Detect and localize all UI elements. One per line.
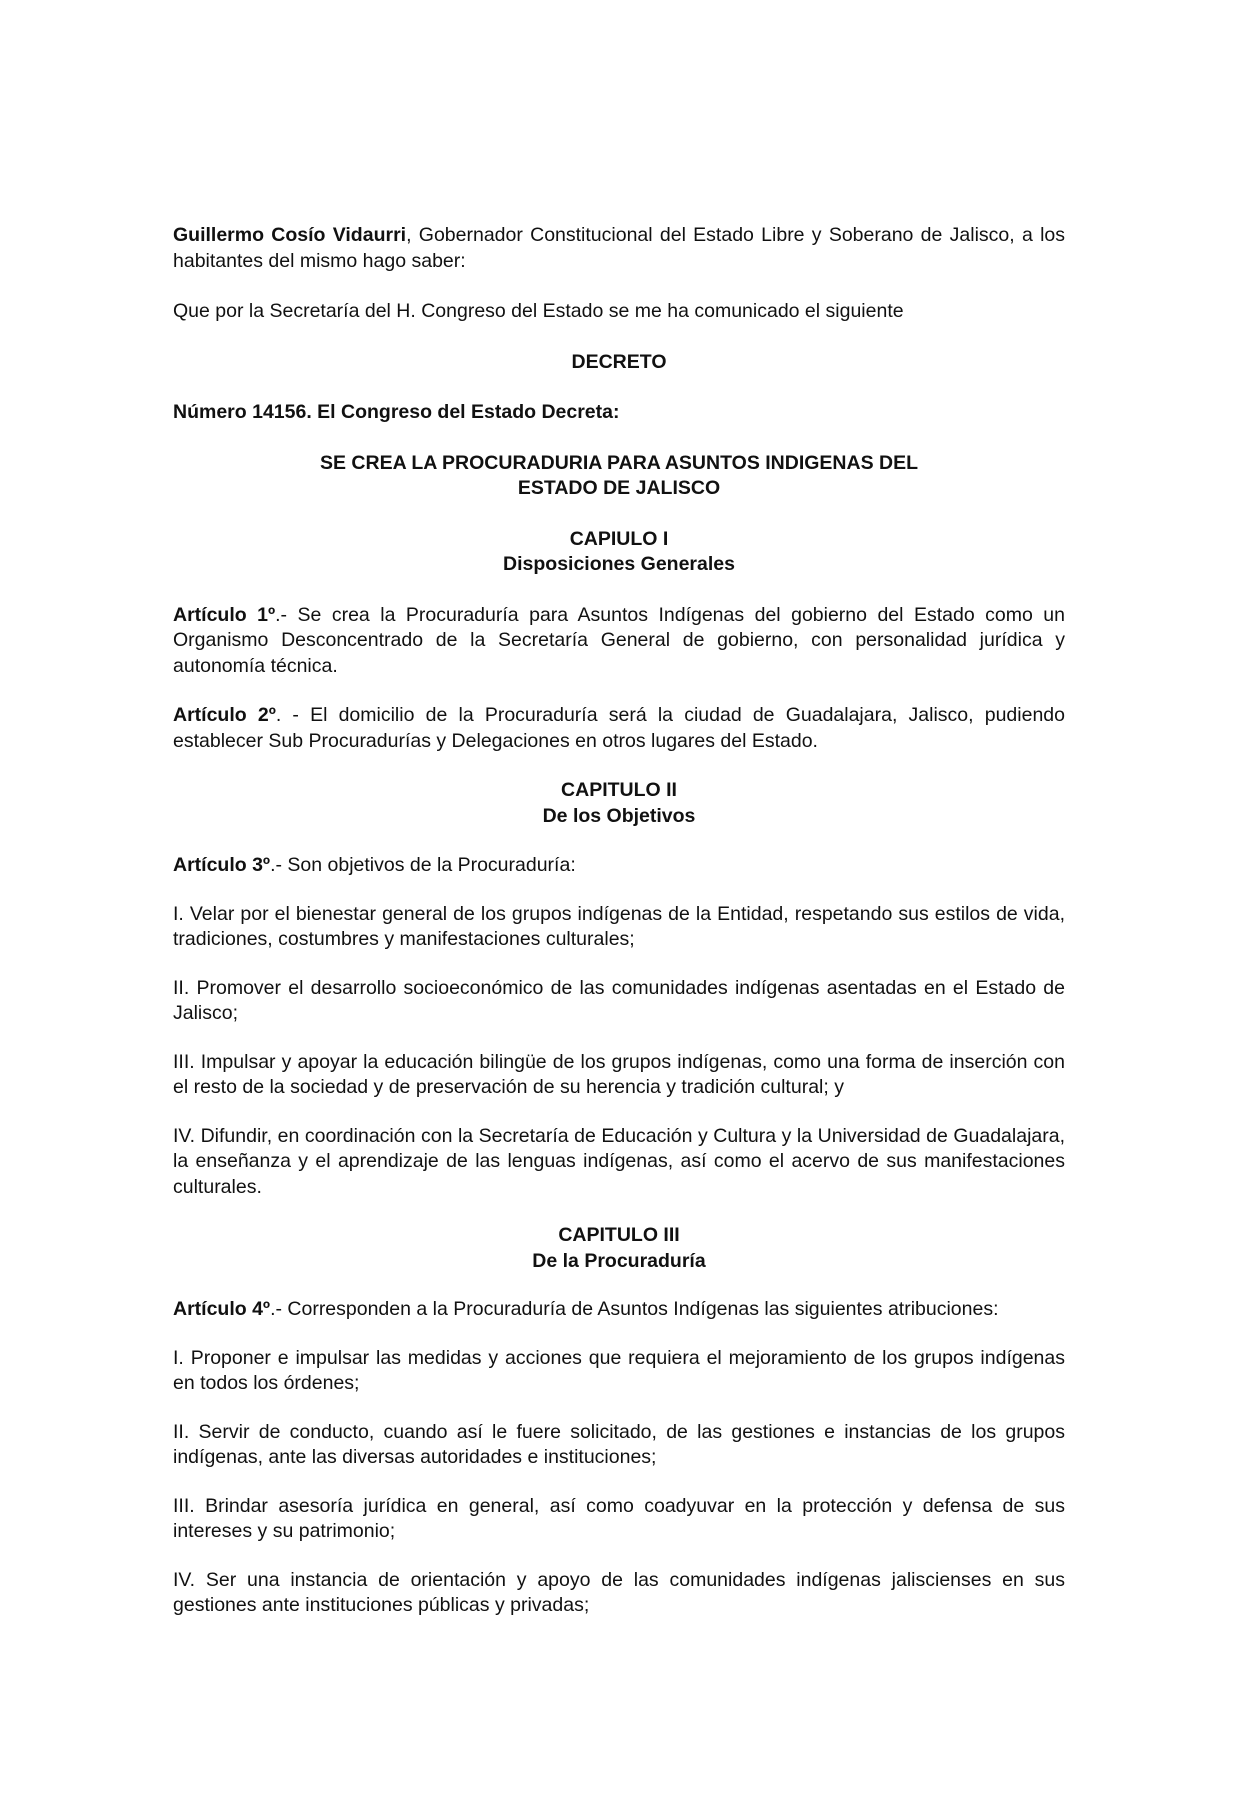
intro-text: , Gobernador Constitucional del Estado Libre y Soberano de Jalisco, a los habitantes del mismo hago saber: <box>173 224 1065 272</box>
document-page <box>173 223 1065 1619</box>
chapter1-subheading: Disposiciones Generales <box>503 553 735 575</box>
chapter3-heading: CAPITULO III <box>558 1224 680 1246</box>
article-3-label: Artículo 3º <box>173 854 271 876</box>
article-4-text: .- Corresponden a la Procuraduría de Asuntos Indígenas las siguientes atribuciones: <box>270 1298 999 1320</box>
objective-item: IV. Difundir, en coordinación con la Secretaría de Educación y Cultura y la Universidad de Guadalajara, la enseñanza y el aprendizaje de las lenguas indígenas, así como el acervo de sus manifestaciones culturales. <box>173 1124 1065 1198</box>
decree-title <box>173 451 1065 502</box>
decree-title-line2: ESTADO DE JALISCO <box>517 477 721 499</box>
decree-heading: DECRETO <box>571 350 667 373</box>
chapter1-heading: CAPIULO I <box>569 527 669 550</box>
article-1-text: .- Se crea la Procuraduría para Asuntos Indígenas del gobierno del Estado como un Organismo Desconcentrado de la Secretaría General de gobierno, con personalidad jurídica y autonomía técnica. <box>173 603 1065 677</box>
chapter3-header <box>173 1223 1065 1274</box>
objective-item: III. Impulsar y apoyar la educación bilingüe de los grupos indígenas, como una forma de inserción con el resto de la sociedad y de preservación de su herencia y tradición cultural; y <box>173 1050 1065 1098</box>
article-1 <box>173 603 1065 680</box>
chapter3-subheading: De la Procuraduría <box>532 1249 706 1272</box>
attribution-item: I. Proponer e impulsar las medidas y acciones que requiera el mejoramiento de los grupos indígenas en todos los órdenes; <box>173 1346 1065 1394</box>
objective-item: II. Promover el desarrollo socioeconómico de las comunidades indígenas asentadas en el Estado de Jalisco; <box>173 976 1065 1024</box>
chapter2-subheading: De los Objetivos <box>542 804 696 827</box>
article-1-label: Artículo 1º <box>173 603 276 626</box>
intro-paragraph <box>173 223 1065 274</box>
chapter1-header <box>173 527 1065 578</box>
article-2-text: . - El domicilio de la Procuraduría será la ciudad de Guadalajara, Jalisco, pudiendo establecer Sub Procuradurías y Delegaciones en otros lugares del Estado. <box>173 704 1065 752</box>
article-2 <box>173 703 1065 754</box>
article-2-label: Artículo 2º <box>173 704 276 726</box>
objective-item: I. Velar por el bienestar general de los grupos indígenas de la Entidad, respetando sus estilos de vida, tradiciones, costumbres y manifestaciones culturales; <box>173 902 1065 950</box>
chapter2-heading: CAPITULO II <box>561 779 677 801</box>
attribution-item: IV. Ser una instancia de orientación y apoyo de las comunidades indígenas jaliscienses en sus gestiones ante instituciones públicas y privadas; <box>173 1568 1065 1616</box>
decree-number <box>173 400 1065 426</box>
decree-title-line1: SE CREA LA PROCURADURIA PARA ASUNTOS INDIGENAS DEL <box>319 451 919 474</box>
article-4-label: Artículo 4º <box>173 1298 271 1320</box>
article-4 <box>173 1297 1065 1323</box>
chapter2-header <box>173 778 1065 829</box>
article-3-text: .- Son objetivos de la Procuraduría: <box>270 854 576 876</box>
governor-name: Guillermo Cosío Vidaurri <box>173 224 407 246</box>
attribution-item: III. Brindar asesoría jurídica en general, así como coadyuvar en la protección y defensa de sus intereses y su patrimonio; <box>173 1494 1065 1542</box>
decree-number-text: Número 14156. El Congreso del Estado Decreta: <box>173 401 620 423</box>
communication-paragraph: Que por la Secretaría del H. Congreso del Estado se me ha comunicado el siguiente <box>173 300 904 322</box>
attribution-item: II. Servir de conducto, cuando así le fuere solicitado, de las gestiones e instancias de los grupos indígenas, ante las diversas autoridades e instituciones; <box>173 1420 1065 1468</box>
article-3 <box>173 853 1065 879</box>
